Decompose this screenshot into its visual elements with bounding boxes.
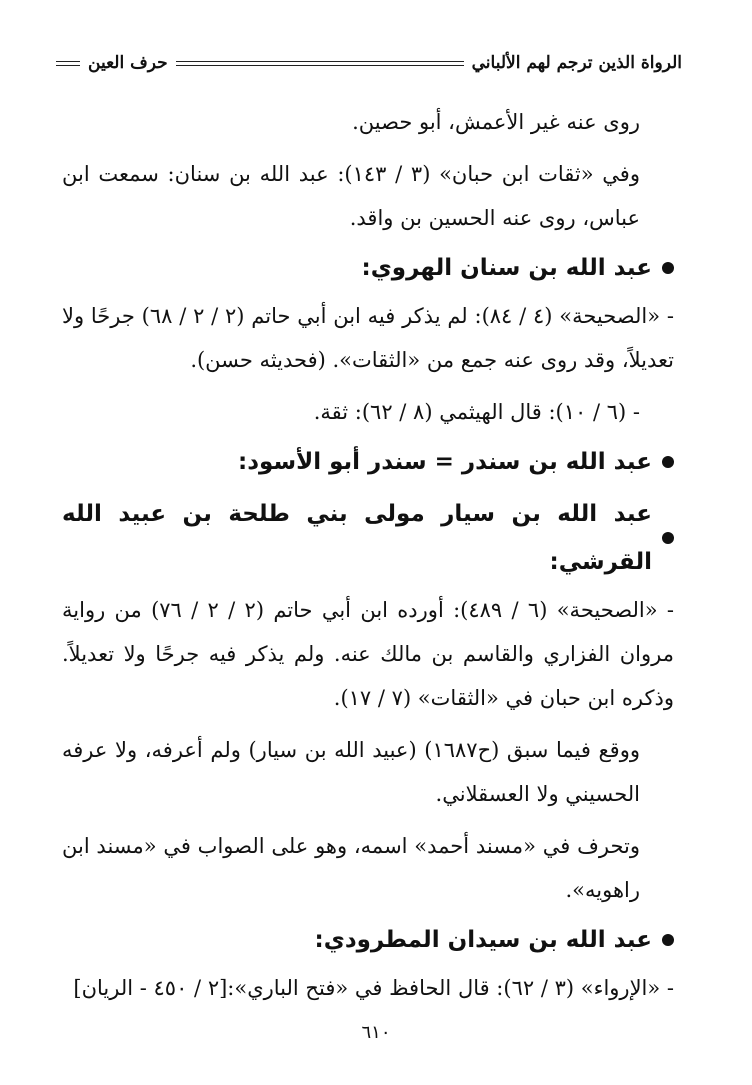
bullet-icon: [662, 456, 674, 468]
bullet-icon: [662, 934, 674, 946]
entry-line: - «الصحيحة» (٤ / ٨٤): لم يذكر فيه ابن أبي حاتم (٢ / ٢ / ٦٨) جرحًا ولا تعديلاً، وقد روى عنه جمع من «الثقات». (فحديثه حسن).: [62, 304, 674, 372]
entry-title-text: عبد الله بن سيار مولى بني طلحة بن عبيد الله القرشي:: [62, 501, 652, 575]
entry-line: - «الصحيحة» (٦ / ٤٨٩): أورده ابن أبي حاتم (٢ / ٢ / ٧٦) من رواية مروان الفزاري والقاسم بن مالك عنه. ولم يذكر فيه جرحًا ولا تعديلاً. وذكره ابن حبان في «الثقات» (٧ / ١٧).: [62, 598, 674, 710]
bullet-icon: [662, 532, 674, 544]
paragraph: روى عنه غير الأعمش، أبو حصين.: [352, 110, 640, 134]
entry-title-text: عبد الله بن سنان الهروي:: [361, 255, 652, 281]
entry-line: ووقع فيما سبق (ح١٦٨٧) (عبيد الله بن سيار) ولم أعرفه، ولا عرفه الحسيني ولا العسقلاني.: [62, 738, 640, 806]
entry-title: [62, 490, 674, 586]
entry-title: [62, 244, 674, 292]
entry-title-text: عبد الله بن سندر = سندر أبو الأسود:: [238, 449, 652, 475]
entry-title-text: عبد الله بن سيدان المطرودي:: [314, 927, 652, 953]
paragraph: وفي «ثقات ابن حبان» (٣ / ١٤٣): عبد الله بن سنان: سمعت ابن عباس، روى عنه الحسين بن واقد.: [62, 162, 640, 230]
entry-line: وتحرف في «مسند أحمد» اسمه، وهو على الصواب في «مسند ابن راهويه».: [62, 834, 640, 902]
header-rule-short: [56, 61, 80, 66]
entry-title: [62, 916, 674, 964]
header-title: الرواة الذين ترجم لهم الألباني: [471, 53, 682, 73]
entry-title: [62, 438, 674, 486]
page-body: [62, 100, 674, 1010]
running-header: [56, 48, 682, 78]
entry-line: - (٦ / ١٠): قال الهيثمي (٨ / ٦٢): ثقة.: [313, 400, 640, 424]
header-rule: [176, 61, 464, 66]
bullet-icon: [662, 262, 674, 274]
page-number: ٦١٠: [361, 1022, 391, 1043]
entry-line: - «الإرواء» (٣ / ٦٢): قال الحافظ في «فتح الباري»:[٢ / ٤٥٠ - الريان]: [73, 976, 674, 1000]
header-section: حرف العين: [88, 53, 168, 73]
